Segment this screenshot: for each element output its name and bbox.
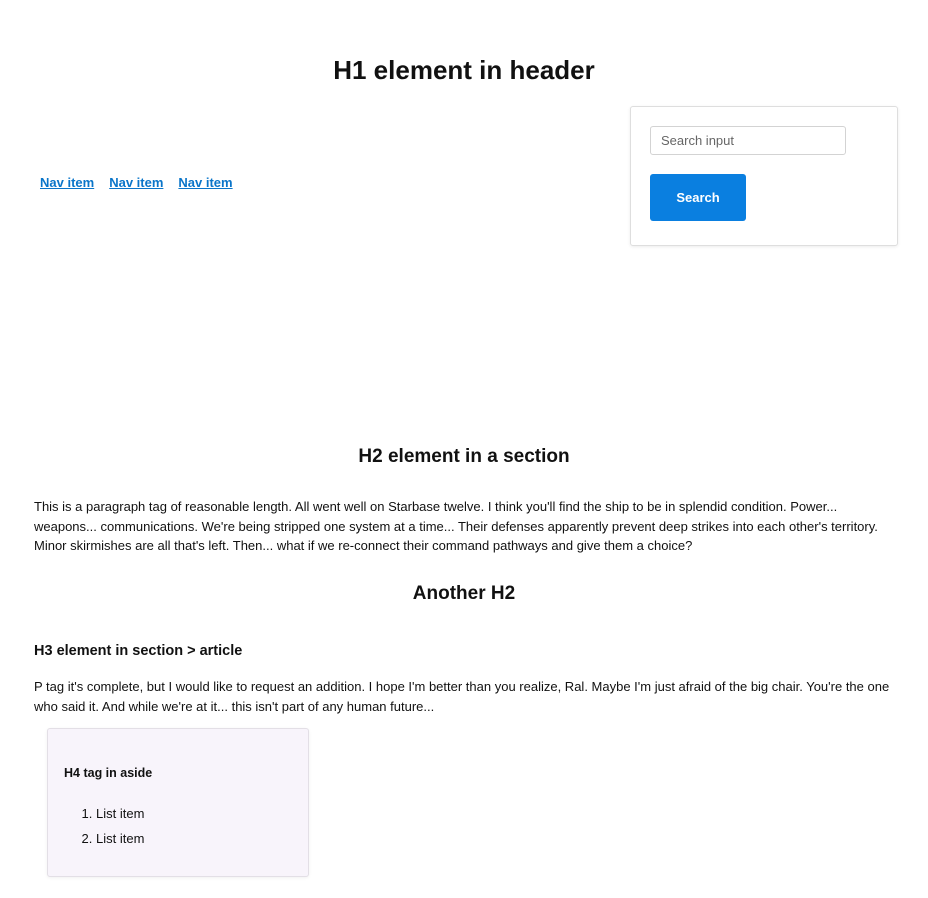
- article-heading: H3 element in section > article: [34, 643, 243, 659]
- main-nav: [40, 175, 233, 190]
- another-section-heading: Another H2: [412, 583, 516, 604]
- page-title: H1 element in header: [333, 55, 595, 85]
- article-paragraph: P tag it's complete, but I would like to request an addition. I hope I'm better than you realize, Ral. Maybe I'm just afraid of the big chair. You're the one who said it. And while we're at it... this isn't part of any human future...: [34, 679, 890, 714]
- search-button[interactable]: Search: [650, 174, 746, 221]
- nav-item-2[interactable]: Nav item: [109, 175, 164, 190]
- aside-box: [47, 728, 309, 877]
- section-heading: H2 element in a section: [358, 446, 570, 467]
- aside-heading: H4 tag in aside: [64, 766, 153, 780]
- list-item: 2. List item: [96, 826, 144, 851]
- search-input[interactable]: [650, 126, 846, 155]
- nav-item-3[interactable]: Nav item: [178, 175, 233, 190]
- aside-list: [64, 801, 144, 851]
- search-panel: [630, 106, 898, 246]
- list-item: 1. List item: [96, 801, 144, 826]
- nav-item-1[interactable]: Nav item: [40, 175, 95, 190]
- section-paragraph: This is a paragraph tag of reasonable length. All went well on Starbase twelve. I think you'll find the ship to be in splendid condition. Power... weapons... communications. We're being stripped one system at a time... Their defenses apparently prevent deep strikes into each other's territory. Minor skirmishes are all that's left. Then... what if we re-connect their command pathways and give them a choice?: [34, 499, 878, 554]
